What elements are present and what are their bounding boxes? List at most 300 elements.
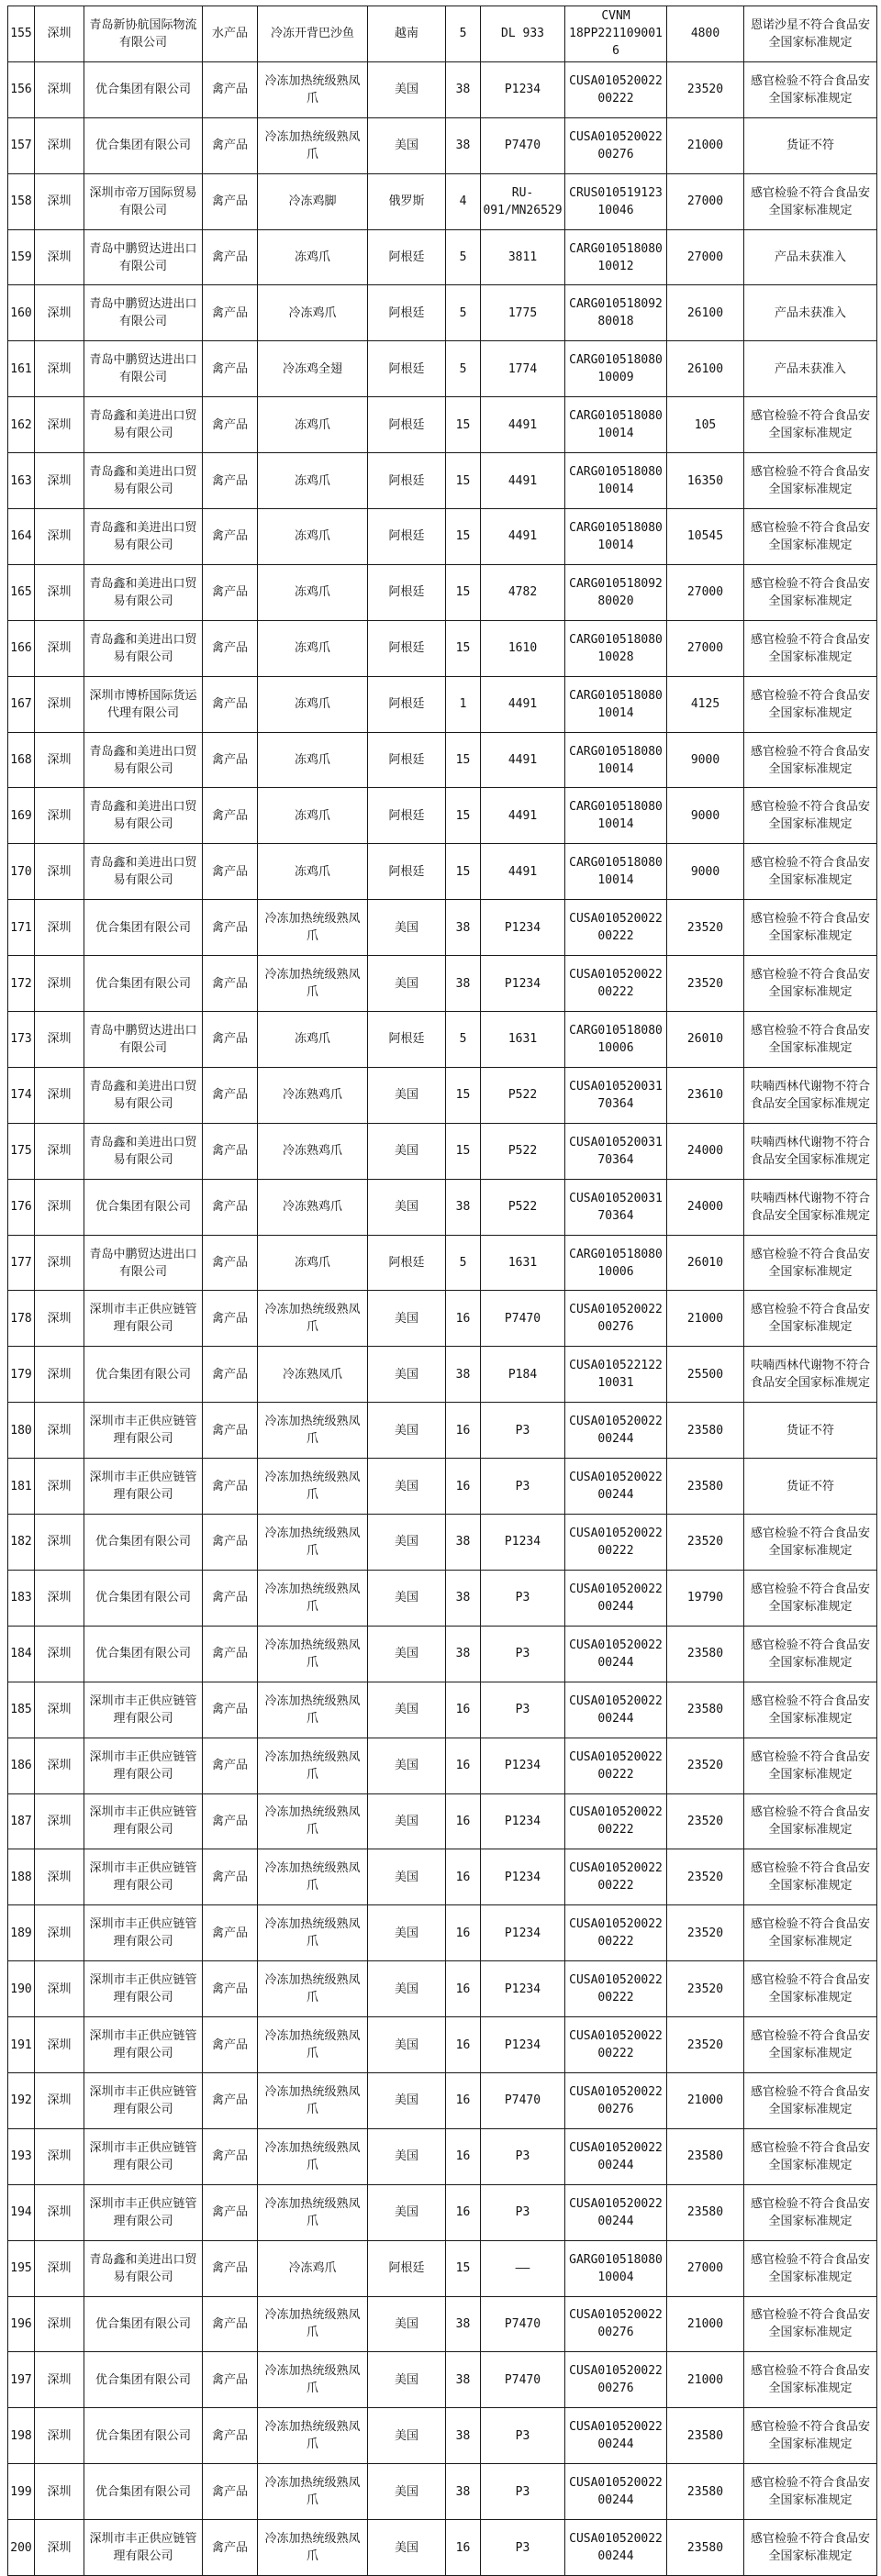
cell-category: 禽产品 xyxy=(203,788,258,844)
cell-quantity: 23520 xyxy=(667,1738,744,1793)
table-row xyxy=(8,2520,877,2576)
table-row xyxy=(8,788,877,844)
cell-registration: CUSA01052002200244 xyxy=(565,1403,667,1459)
cell-origin: 美国 xyxy=(368,2464,446,2520)
cell-category: 禽产品 xyxy=(203,1403,258,1459)
cell-code: P3 xyxy=(481,2464,565,2520)
table-row xyxy=(8,2296,877,2352)
cell-product: 冻鸡爪 xyxy=(258,676,368,732)
cell-quantity: 23580 xyxy=(667,2464,744,2520)
cell-city: 深圳 xyxy=(35,1179,84,1235)
table-row xyxy=(8,2017,877,2073)
cell-origin: 阿根廷 xyxy=(368,285,446,341)
cell-index: 168 xyxy=(8,732,35,788)
cell-company: 青岛鑫和美进出口贸易有限公司 xyxy=(84,453,203,509)
cell-origin: 美国 xyxy=(368,956,446,1012)
cell-reason: 感官检验不符合食品安全国家标准规定 xyxy=(744,956,877,1012)
cell-reason: 感官检验不符合食品安全国家标准规定 xyxy=(744,2072,877,2128)
cell-product: 冷冻加热统级熟凤爪 xyxy=(258,900,368,956)
cell-quantity: 26010 xyxy=(667,1235,744,1291)
cell-registration: CVNM 18PP2211090016 xyxy=(565,6,667,62)
cell-reason: 感官检验不符合食品安全国家标准规定 xyxy=(744,564,877,620)
table-row xyxy=(8,620,877,676)
cell-code: 4491 xyxy=(481,844,565,900)
cell-number: 16 xyxy=(446,2184,481,2240)
cell-reason: 呋喃西林代谢物不符合食品安全国家标准规定 xyxy=(744,1179,877,1235)
cell-city: 深圳 xyxy=(35,2072,84,2128)
cell-registration: GARG01051808010004 xyxy=(565,2240,667,2296)
table-row xyxy=(8,341,877,397)
cell-index: 175 xyxy=(8,1123,35,1179)
table-row xyxy=(8,1961,877,2017)
cell-origin: 阿根廷 xyxy=(368,2240,446,2296)
cell-index: 186 xyxy=(8,1738,35,1793)
cell-index: 162 xyxy=(8,397,35,453)
table-row xyxy=(8,117,877,173)
cell-reason: 感官检验不符合食品安全国家标准规定 xyxy=(744,2296,877,2352)
cell-company: 青岛鑫和美进出口贸易有限公司 xyxy=(84,1123,203,1179)
cell-product: 冷冻加热统级熟凤爪 xyxy=(258,61,368,117)
table-row xyxy=(8,1738,877,1793)
cell-registration: CUSA01052002200276 xyxy=(565,2352,667,2408)
cell-number: 16 xyxy=(446,1738,481,1793)
cell-company: 青岛鑫和美进出口贸易有限公司 xyxy=(84,620,203,676)
cell-company: 深圳市丰正供应链管理有限公司 xyxy=(84,1793,203,1849)
cell-number: 38 xyxy=(446,2408,481,2464)
cell-registration: CUSA01052002200222 xyxy=(565,1961,667,2017)
cell-category: 禽产品 xyxy=(203,900,258,956)
cell-code: P3 xyxy=(481,1459,565,1515)
cell-quantity: 27000 xyxy=(667,564,744,620)
cell-number: 38 xyxy=(446,2296,481,2352)
cell-registration: CARG01051808010014 xyxy=(565,509,667,565)
cell-quantity: 27000 xyxy=(667,2240,744,2296)
cell-index: 195 xyxy=(8,2240,35,2296)
cell-city: 深圳 xyxy=(35,341,84,397)
cell-city: 深圳 xyxy=(35,1012,84,1068)
cell-company: 深圳市帝万国际贸易有限公司 xyxy=(84,173,203,229)
cell-product: 冷冻鸡脚 xyxy=(258,173,368,229)
cell-reason: 感官检验不符合食品安全国家标准规定 xyxy=(744,2520,877,2576)
cell-index: 178 xyxy=(8,1291,35,1347)
cell-company: 青岛鑫和美进出口贸易有限公司 xyxy=(84,788,203,844)
cell-product: 冻鸡爪 xyxy=(258,229,368,285)
cell-company: 优合集团有限公司 xyxy=(84,956,203,1012)
cell-index: 155 xyxy=(8,6,35,62)
cell-city: 深圳 xyxy=(35,2184,84,2240)
table-row xyxy=(8,173,877,229)
cell-category: 禽产品 xyxy=(203,285,258,341)
cell-code: P522 xyxy=(481,1123,565,1179)
cell-number: 15 xyxy=(446,732,481,788)
cell-origin: 阿根廷 xyxy=(368,676,446,732)
cell-quantity: 27000 xyxy=(667,620,744,676)
cell-quantity: 23520 xyxy=(667,61,744,117)
cell-company: 深圳市丰正供应链管理有限公司 xyxy=(84,2072,203,2128)
cell-index: 176 xyxy=(8,1179,35,1235)
cell-code: 4491 xyxy=(481,676,565,732)
cell-city: 深圳 xyxy=(35,229,84,285)
cell-registration: CUSA01052002200276 xyxy=(565,117,667,173)
cell-number: 15 xyxy=(446,509,481,565)
cell-origin: 美国 xyxy=(368,61,446,117)
cell-company: 青岛中鹏贸达进出口有限公司 xyxy=(84,1012,203,1068)
inspection-results-table xyxy=(7,6,877,2576)
cell-company: 优合集团有限公司 xyxy=(84,2408,203,2464)
cell-company: 优合集团有限公司 xyxy=(84,2464,203,2520)
cell-number: 38 xyxy=(446,117,481,173)
cell-product: 冷冻熟鸡爪 xyxy=(258,1179,368,1235)
cell-index: 171 xyxy=(8,900,35,956)
cell-number: 15 xyxy=(446,788,481,844)
cell-number: 16 xyxy=(446,2072,481,2128)
cell-quantity: 23520 xyxy=(667,900,744,956)
cell-number: 15 xyxy=(446,844,481,900)
cell-origin: 美国 xyxy=(368,1515,446,1571)
cell-category: 水产品 xyxy=(203,6,258,62)
cell-code: P3 xyxy=(481,1626,565,1682)
cell-category: 禽产品 xyxy=(203,1905,258,1961)
cell-code: 1631 xyxy=(481,1012,565,1068)
cell-reason: 感官检验不符合食品安全国家标准规定 xyxy=(744,1291,877,1347)
cell-number: 16 xyxy=(446,1291,481,1347)
cell-product: 冷冻开背巴沙鱼 xyxy=(258,6,368,62)
cell-origin: 美国 xyxy=(368,1459,446,1515)
cell-company: 青岛鑫和美进出口贸易有限公司 xyxy=(84,397,203,453)
cell-reason: 货证不符 xyxy=(744,1403,877,1459)
cell-number: 5 xyxy=(446,341,481,397)
cell-product: 冷冻加热统级熟凤爪 xyxy=(258,1459,368,1515)
table-row xyxy=(8,1515,877,1571)
cell-registration: CUSA01052002200276 xyxy=(565,1291,667,1347)
cell-index: 167 xyxy=(8,676,35,732)
cell-registration: CRUS01051912310046 xyxy=(565,173,667,229)
cell-origin: 美国 xyxy=(368,1793,446,1849)
cell-number: 15 xyxy=(446,453,481,509)
cell-registration: CUSA01052003170364 xyxy=(565,1179,667,1235)
cell-number: 5 xyxy=(446,285,481,341)
cell-code: P7470 xyxy=(481,117,565,173)
cell-quantity: 4800 xyxy=(667,6,744,62)
cell-product: 冻鸡爪 xyxy=(258,844,368,900)
cell-registration: CUSA01052002200244 xyxy=(565,1682,667,1738)
cell-category: 禽产品 xyxy=(203,2408,258,2464)
table-row xyxy=(8,1235,877,1291)
table-row xyxy=(8,397,877,453)
cell-registration: CUSA01052002200244 xyxy=(565,2408,667,2464)
cell-company: 深圳市丰正供应链管理有限公司 xyxy=(84,1849,203,1905)
cell-registration: CARG01051808010014 xyxy=(565,453,667,509)
cell-reason: 产品未获准入 xyxy=(744,285,877,341)
cell-number: 16 xyxy=(446,1961,481,2017)
cell-reason: 感官检验不符合食品安全国家标准规定 xyxy=(744,1570,877,1626)
table-row xyxy=(8,1123,877,1179)
cell-registration: CUSA01052002200244 xyxy=(565,2520,667,2576)
cell-number: 16 xyxy=(446,1682,481,1738)
cell-reason: 感官检验不符合食品安全国家标准规定 xyxy=(744,2017,877,2073)
cell-product: 冷冻加热统级熟凤爪 xyxy=(258,956,368,1012)
cell-city: 深圳 xyxy=(35,2240,84,2296)
cell-registration: CUSA01052003170364 xyxy=(565,1067,667,1123)
cell-product: 冷冻熟鸡爪 xyxy=(258,1067,368,1123)
cell-reason: 感官检验不符合食品安全国家标准规定 xyxy=(744,788,877,844)
table-row xyxy=(8,1291,877,1347)
cell-origin: 俄罗斯 xyxy=(368,173,446,229)
cell-reason: 产品未获准入 xyxy=(744,229,877,285)
cell-reason: 感官检验不符合食品安全国家标准规定 xyxy=(744,1961,877,2017)
cell-registration: CARG01051808010014 xyxy=(565,676,667,732)
cell-category: 禽产品 xyxy=(203,2240,258,2296)
cell-quantity: 26010 xyxy=(667,1012,744,1068)
cell-city: 深圳 xyxy=(35,2017,84,2073)
cell-product: 冷冻加热统级熟凤爪 xyxy=(258,2184,368,2240)
cell-city: 深圳 xyxy=(35,6,84,62)
cell-index: 173 xyxy=(8,1012,35,1068)
table-row xyxy=(8,844,877,900)
cell-quantity: 10545 xyxy=(667,509,744,565)
cell-company: 优合集团有限公司 xyxy=(84,1515,203,1571)
cell-product: 冷冻加热统级熟凤爪 xyxy=(258,1738,368,1793)
cell-city: 深圳 xyxy=(35,1515,84,1571)
cell-category: 禽产品 xyxy=(203,397,258,453)
cell-registration: CUSA01052002200222 xyxy=(565,2017,667,2073)
cell-company: 优合集团有限公司 xyxy=(84,2352,203,2408)
cell-reason: 货证不符 xyxy=(744,117,877,173)
cell-origin: 美国 xyxy=(368,900,446,956)
table-row xyxy=(8,732,877,788)
cell-code: P3 xyxy=(481,1570,565,1626)
cell-index: 200 xyxy=(8,2520,35,2576)
cell-quantity: 24000 xyxy=(667,1123,744,1179)
cell-product: 冷冻熟凤爪 xyxy=(258,1347,368,1403)
cell-index: 177 xyxy=(8,1235,35,1291)
cell-category: 禽产品 xyxy=(203,2296,258,2352)
cell-code: 4491 xyxy=(481,397,565,453)
cell-origin: 阿根廷 xyxy=(368,732,446,788)
cell-product: 冻鸡爪 xyxy=(258,1012,368,1068)
cell-company: 青岛鑫和美进出口贸易有限公司 xyxy=(84,844,203,900)
cell-company: 青岛中鹏贸达进出口有限公司 xyxy=(84,1235,203,1291)
cell-category: 禽产品 xyxy=(203,1459,258,1515)
cell-code: 1610 xyxy=(481,620,565,676)
table-row xyxy=(8,2408,877,2464)
cell-code: 4491 xyxy=(481,788,565,844)
cell-number: 15 xyxy=(446,1067,481,1123)
cell-quantity: 26100 xyxy=(667,285,744,341)
cell-product: 冻鸡爪 xyxy=(258,732,368,788)
cell-number: 38 xyxy=(446,956,481,1012)
cell-origin: 美国 xyxy=(368,1123,446,1179)
cell-product: 冻鸡爪 xyxy=(258,1235,368,1291)
cell-index: 170 xyxy=(8,844,35,900)
cell-product: 冻鸡爪 xyxy=(258,620,368,676)
cell-index: 181 xyxy=(8,1459,35,1515)
cell-quantity: 27000 xyxy=(667,173,744,229)
cell-index: 188 xyxy=(8,1849,35,1905)
cell-reason: 感官检验不符合食品安全国家标准规定 xyxy=(744,397,877,453)
cell-registration: CUSA01052212210031 xyxy=(565,1347,667,1403)
cell-index: 165 xyxy=(8,564,35,620)
cell-company: 优合集团有限公司 xyxy=(84,900,203,956)
cell-index: 157 xyxy=(8,117,35,173)
cell-registration: CUSA01052002200244 xyxy=(565,2128,667,2184)
cell-code: P1234 xyxy=(481,1961,565,2017)
cell-number: 15 xyxy=(446,1123,481,1179)
cell-reason: 感官检验不符合食品安全国家标准规定 xyxy=(744,1793,877,1849)
cell-reason: 感官检验不符合食品安全国家标准规定 xyxy=(744,676,877,732)
table-row xyxy=(8,1403,877,1459)
cell-company: 深圳市丰正供应链管理有限公司 xyxy=(84,1961,203,2017)
cell-company: 深圳市丰正供应链管理有限公司 xyxy=(84,1291,203,1347)
cell-city: 深圳 xyxy=(35,1626,84,1682)
cell-city: 深圳 xyxy=(35,900,84,956)
cell-origin: 美国 xyxy=(368,1067,446,1123)
cell-quantity: 16350 xyxy=(667,453,744,509)
cell-registration: CUSA01052002200244 xyxy=(565,2464,667,2520)
cell-city: 深圳 xyxy=(35,1459,84,1515)
cell-code: 4491 xyxy=(481,453,565,509)
cell-reason: 恩诺沙星不符合食品安全国家标准规定 xyxy=(744,6,877,62)
cell-city: 深圳 xyxy=(35,732,84,788)
cell-origin: 美国 xyxy=(368,2072,446,2128)
cell-city: 深圳 xyxy=(35,2464,84,2520)
cell-reason: 感官检验不符合食品安全国家标准规定 xyxy=(744,509,877,565)
cell-quantity: 23580 xyxy=(667,2520,744,2576)
cell-city: 深圳 xyxy=(35,676,84,732)
cell-number: 16 xyxy=(446,1793,481,1849)
cell-origin: 阿根廷 xyxy=(368,564,446,620)
cell-quantity: 23580 xyxy=(667,2408,744,2464)
cell-index: 172 xyxy=(8,956,35,1012)
cell-category: 禽产品 xyxy=(203,1682,258,1738)
cell-index: 158 xyxy=(8,173,35,229)
cell-registration: CARG01051808010014 xyxy=(565,397,667,453)
cell-product: 冷冻加热统级熟凤爪 xyxy=(258,1849,368,1905)
cell-company: 深圳市丰正供应链管理有限公司 xyxy=(84,1682,203,1738)
cell-origin: 阿根廷 xyxy=(368,509,446,565)
cell-registration: CUSA01052002200244 xyxy=(565,2184,667,2240)
cell-category: 禽产品 xyxy=(203,844,258,900)
cell-product: 冷冻加热统级熟凤爪 xyxy=(258,1961,368,2017)
cell-product: 冻鸡爪 xyxy=(258,509,368,565)
cell-index: 169 xyxy=(8,788,35,844)
cell-registration: CARG01051808010009 xyxy=(565,341,667,397)
cell-city: 深圳 xyxy=(35,1403,84,1459)
cell-index: 190 xyxy=(8,1961,35,2017)
cell-quantity: 23520 xyxy=(667,1961,744,2017)
cell-category: 禽产品 xyxy=(203,1179,258,1235)
cell-category: 禽产品 xyxy=(203,509,258,565)
table-row xyxy=(8,61,877,117)
cell-origin: 美国 xyxy=(368,2408,446,2464)
cell-reason: 感官检验不符合食品安全国家标准规定 xyxy=(744,1682,877,1738)
cell-origin: 美国 xyxy=(368,1347,446,1403)
cell-origin: 越南 xyxy=(368,6,446,62)
cell-company: 青岛鑫和美进出口贸易有限公司 xyxy=(84,2240,203,2296)
cell-product: 冷冻加热统级熟凤爪 xyxy=(258,1682,368,1738)
cell-index: 187 xyxy=(8,1793,35,1849)
table-row xyxy=(8,1179,877,1235)
cell-origin: 美国 xyxy=(368,1291,446,1347)
cell-quantity: 21000 xyxy=(667,117,744,173)
cell-category: 禽产品 xyxy=(203,1626,258,1682)
cell-code: P3 xyxy=(481,1403,565,1459)
cell-index: 166 xyxy=(8,620,35,676)
cell-company: 深圳市丰正供应链管理有限公司 xyxy=(84,2184,203,2240)
cell-reason: 感官检验不符合食品安全国家标准规定 xyxy=(744,1515,877,1571)
cell-product: 冷冻加热统级熟凤爪 xyxy=(258,2296,368,2352)
cell-category: 禽产品 xyxy=(203,1347,258,1403)
cell-code: P522 xyxy=(481,1067,565,1123)
cell-code: 1631 xyxy=(481,1235,565,1291)
cell-product: 冷冻加热统级熟凤爪 xyxy=(258,2408,368,2464)
cell-quantity: 23520 xyxy=(667,1849,744,1905)
cell-city: 深圳 xyxy=(35,2128,84,2184)
cell-company: 深圳市丰正供应链管理有限公司 xyxy=(84,1459,203,1515)
cell-code: P3 xyxy=(481,1682,565,1738)
cell-number: 16 xyxy=(446,2128,481,2184)
cell-city: 深圳 xyxy=(35,61,84,117)
cell-number: 16 xyxy=(446,1403,481,1459)
cell-number: 5 xyxy=(446,6,481,62)
cell-city: 深圳 xyxy=(35,1347,84,1403)
cell-index: 159 xyxy=(8,229,35,285)
cell-registration: CARG01051808010014 xyxy=(565,732,667,788)
cell-quantity: 23520 xyxy=(667,1793,744,1849)
cell-reason: 感官检验不符合食品安全国家标准规定 xyxy=(744,620,877,676)
cell-origin: 阿根廷 xyxy=(368,844,446,900)
cell-company: 青岛中鹏贸达进出口有限公司 xyxy=(84,341,203,397)
cell-origin: 美国 xyxy=(368,2017,446,2073)
table-row xyxy=(8,2352,877,2408)
cell-quantity: 21000 xyxy=(667,2072,744,2128)
cell-reason: 感官检验不符合食品安全国家标准规定 xyxy=(744,1738,877,1793)
table-row xyxy=(8,285,877,341)
table-row xyxy=(8,1626,877,1682)
cell-quantity: 27000 xyxy=(667,229,744,285)
cell-category: 禽产品 xyxy=(203,1738,258,1793)
cell-city: 深圳 xyxy=(35,2352,84,2408)
cell-city: 深圳 xyxy=(35,285,84,341)
cell-origin: 美国 xyxy=(368,2352,446,2408)
cell-city: 深圳 xyxy=(35,1123,84,1179)
cell-registration: CUSA01052002200222 xyxy=(565,1515,667,1571)
cell-category: 禽产品 xyxy=(203,2520,258,2576)
cell-company: 深圳市丰正供应链管理有限公司 xyxy=(84,2017,203,2073)
cell-city: 深圳 xyxy=(35,509,84,565)
cell-quantity: 23520 xyxy=(667,1515,744,1571)
cell-index: 180 xyxy=(8,1403,35,1459)
cell-city: 深圳 xyxy=(35,173,84,229)
cell-code: P1234 xyxy=(481,1515,565,1571)
table-row xyxy=(8,2464,877,2520)
cell-registration: CARG01051808010006 xyxy=(565,1012,667,1068)
cell-city: 深圳 xyxy=(35,2408,84,2464)
cell-number: 38 xyxy=(446,2352,481,2408)
cell-product: 冷冻鸡全翅 xyxy=(258,341,368,397)
cell-category: 禽产品 xyxy=(203,1291,258,1347)
cell-company: 深圳市丰正供应链管理有限公司 xyxy=(84,1403,203,1459)
cell-code: P1234 xyxy=(481,2017,565,2073)
cell-quantity: 23580 xyxy=(667,2128,744,2184)
cell-city: 深圳 xyxy=(35,117,84,173)
cell-origin: 美国 xyxy=(368,1961,446,2017)
cell-code: P522 xyxy=(481,1179,565,1235)
cell-index: 189 xyxy=(8,1905,35,1961)
cell-number: 38 xyxy=(446,1515,481,1571)
cell-code: —— xyxy=(481,2240,565,2296)
table-row xyxy=(8,509,877,565)
